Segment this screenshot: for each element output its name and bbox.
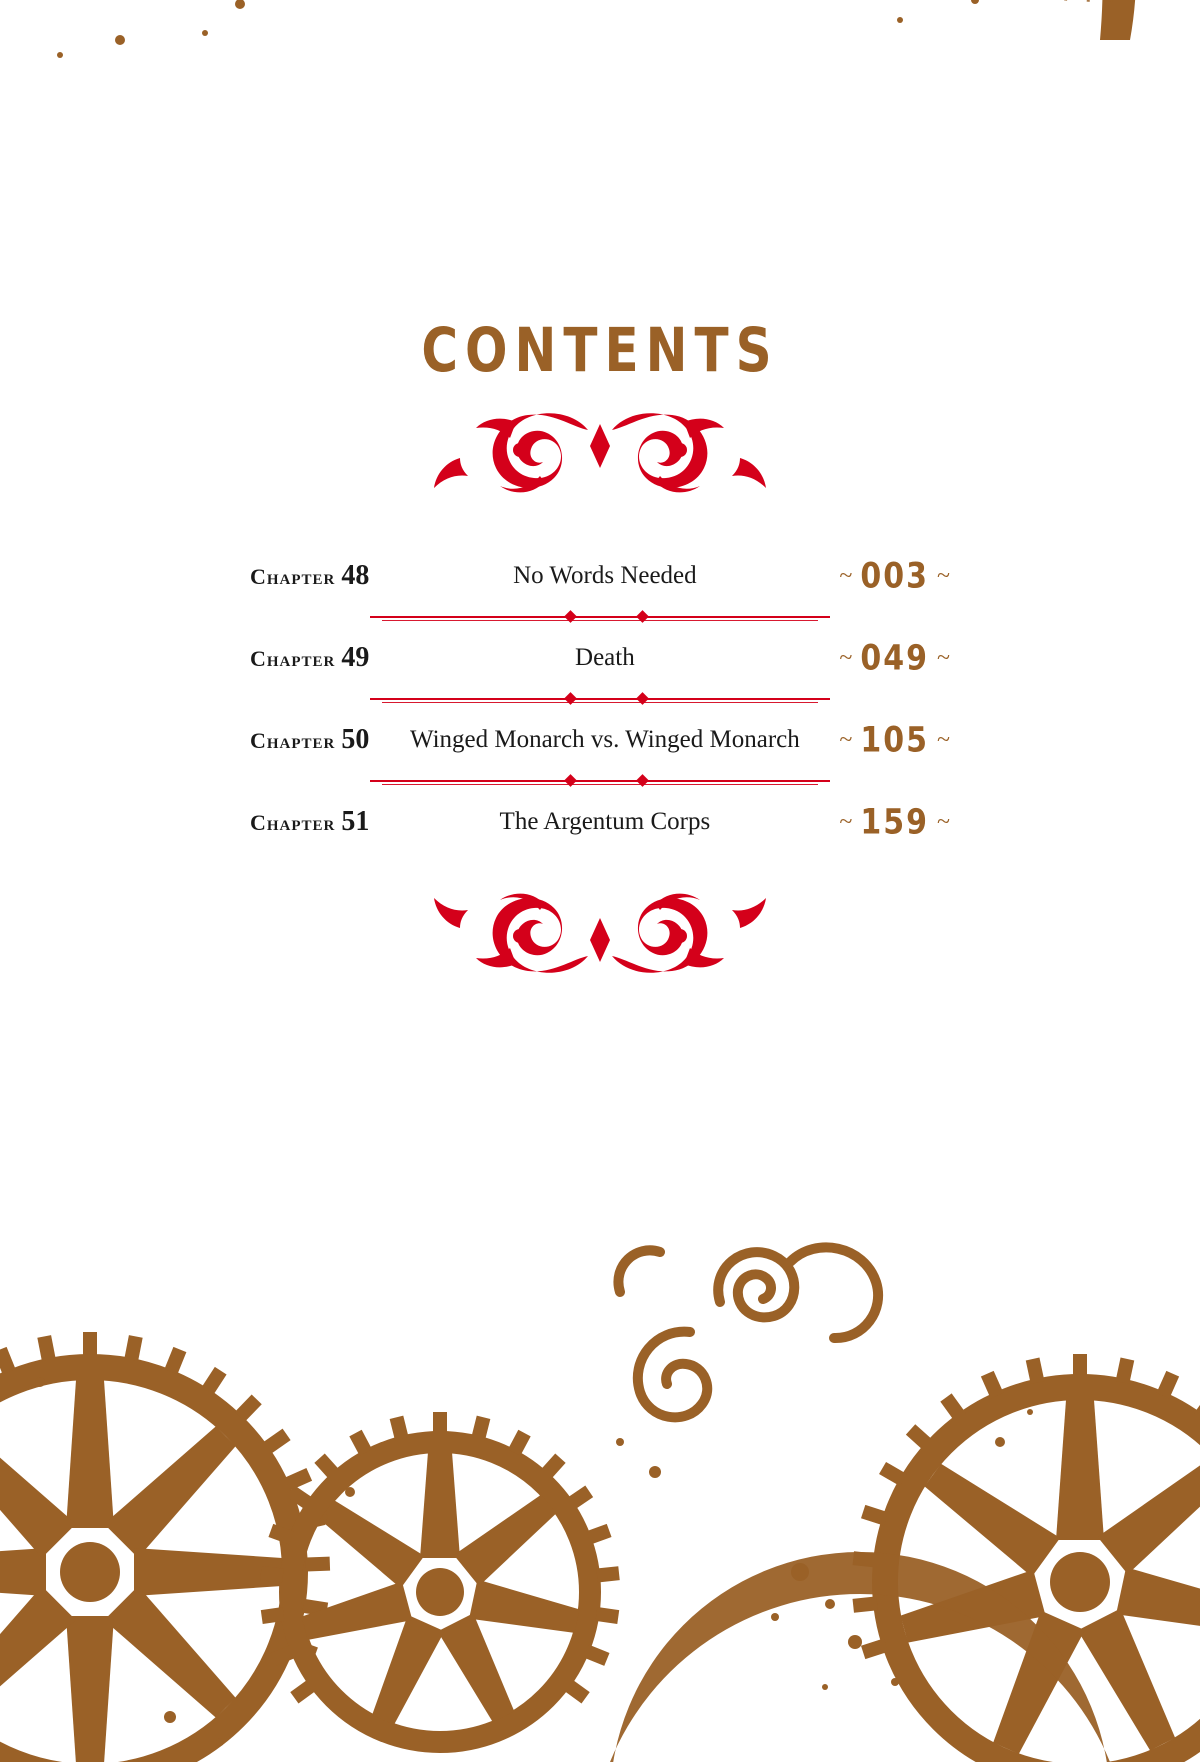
top-gear-decoration [0,0,1200,270]
chapter-label-cell [250,626,410,690]
chapter-label-cell [250,708,410,772]
chapter-word: Chapter [250,810,336,835]
chapter-number: 50 [341,724,370,755]
tilde-left-icon: ~ [839,726,853,753]
chapter-title: Winged Monarch vs. Winged Monarch [409,726,800,753]
chapter-label-cell [250,790,410,854]
tilde-left-icon: ~ [839,562,853,589]
page-number-cell [800,544,950,608]
chapter-title: The Argentum Corps [499,808,711,835]
row-separator [250,690,950,708]
table-row[interactable] [250,790,950,854]
table-row[interactable] [250,544,950,608]
table-row[interactable] [250,626,950,690]
tilde-left-icon: ~ [839,644,853,671]
tilde-left-icon: ~ [839,808,853,835]
table-of-contents [250,544,950,854]
separator-rule [370,772,830,790]
chapter-number: 49 [341,642,370,673]
separator-rule [370,690,830,708]
table-row[interactable] [250,708,950,772]
page-number: 003 [860,555,930,597]
row-separator [250,608,950,626]
chapter-word: Chapter [250,728,336,753]
separator-rule [370,608,830,626]
bottom-gear-decoration [0,1142,1200,1762]
chapter-word: Chapter [250,564,336,589]
scroll-flourish-ornament-top [420,406,780,506]
page-number: 049 [860,637,930,679]
chapter-title: No Words Needed [513,562,697,589]
tilde-right-icon: ~ [937,562,950,589]
page-number-cell [800,708,950,772]
page-title: CONTENTS [421,315,779,386]
page-number: 159 [860,801,930,843]
page-number-cell [800,790,950,854]
chapter-number: 48 [341,560,370,591]
page-number: 105 [860,719,930,761]
chapter-title: Death [575,644,635,671]
chapter-number: 51 [341,806,370,837]
tilde-right-icon: ~ [937,644,950,671]
contents-section [0,315,1200,980]
chapter-word: Chapter [250,646,336,671]
row-separator [250,772,950,790]
page-number-cell [800,626,950,690]
tilde-right-icon: ~ [937,726,950,753]
scroll-flourish-ornament-bottom [420,880,780,980]
tilde-right-icon: ~ [937,808,950,835]
chapter-label-cell [250,544,410,608]
